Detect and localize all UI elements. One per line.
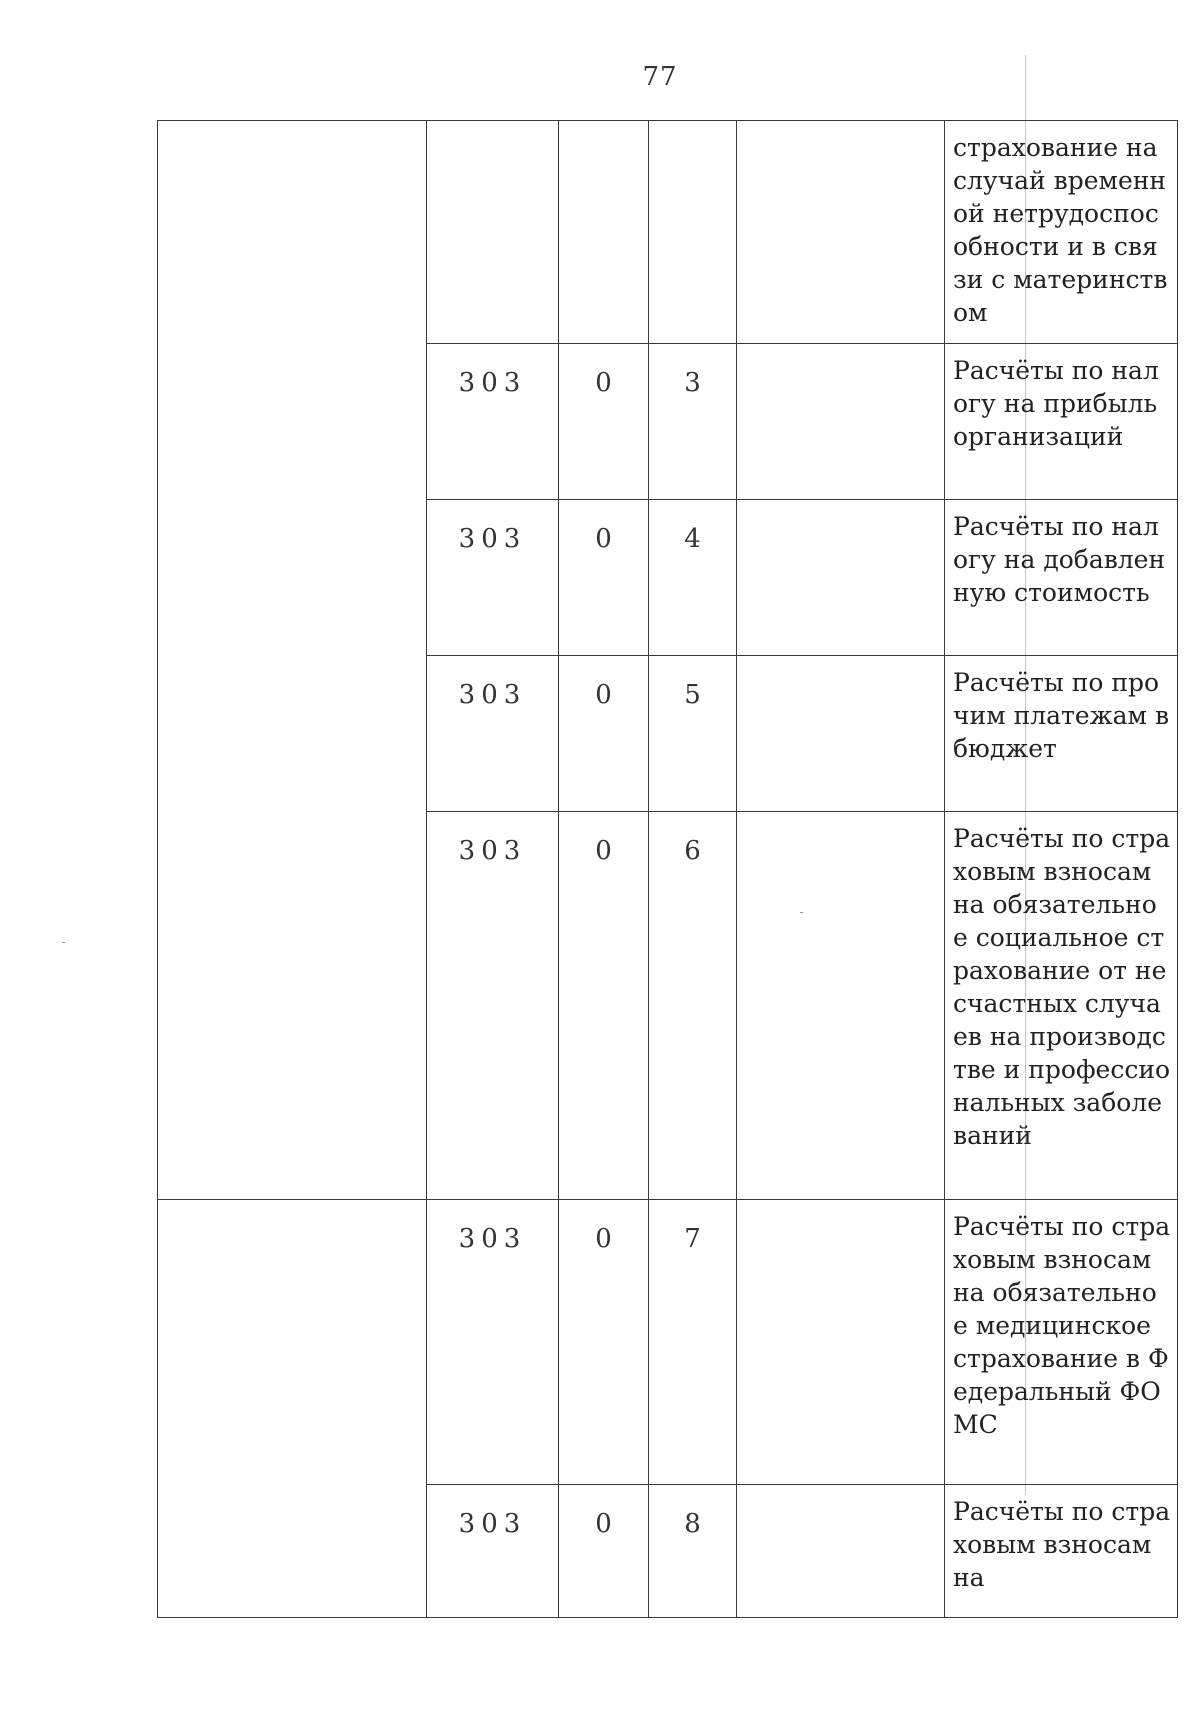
description-cell: страхование на случай временной нетрудоспособности и в связи с материнством: [945, 121, 1178, 344]
accounts-table: [157, 120, 1178, 1618]
sub1-cell: 0: [559, 500, 649, 656]
description-cell: Расчёты по страховым взносам на обязательное медицинское страхование в Федеральный ФОМС: [945, 1200, 1178, 1485]
sub2-cell: [649, 121, 737, 344]
empty-cell: [737, 121, 945, 344]
sub1-cell: 0: [559, 656, 649, 812]
sub1-cell: 0: [559, 344, 649, 500]
account-cell: 303: [427, 500, 559, 656]
sub1-cell: 0: [559, 812, 649, 1200]
empty-cell: [737, 812, 945, 1200]
account-cell: 303: [427, 1200, 559, 1485]
sub2-cell: 4: [649, 500, 737, 656]
sub1-cell: 0: [559, 1485, 649, 1618]
empty-cell: [737, 344, 945, 500]
description-cell: Расчёты по налогу на добавленную стоимость: [945, 500, 1178, 656]
description-cell: Расчёты по страховым взносам на: [945, 1485, 1178, 1618]
description-cell: Расчёты по налогу на прибыль организаций: [945, 344, 1178, 500]
account-cell: 303: [427, 812, 559, 1200]
table-row: [158, 121, 1178, 344]
account-cell: [427, 121, 559, 344]
description-cell: Расчёты по прочим платежам в бюджет: [945, 656, 1178, 812]
empty-cell: [737, 500, 945, 656]
sub2-cell: 5: [649, 656, 737, 812]
page-number: 77: [642, 62, 678, 92]
sub2-cell: 6: [649, 812, 737, 1200]
scan-speck: [62, 942, 65, 943]
empty-cell: [737, 1485, 945, 1618]
empty-cell: [737, 656, 945, 812]
left-merged-cell: [158, 1200, 427, 1618]
sub2-cell: 3: [649, 344, 737, 500]
table-row: [158, 1200, 1178, 1485]
sub1-cell: [559, 121, 649, 344]
empty-cell: [737, 1200, 945, 1485]
sub2-cell: 7: [649, 1200, 737, 1485]
account-cell: 303: [427, 344, 559, 500]
left-merged-cell: [158, 121, 427, 1200]
sub1-cell: 0: [559, 1200, 649, 1485]
sub2-cell: 8: [649, 1485, 737, 1618]
account-cell: 303: [427, 1485, 559, 1618]
account-cell: 303: [427, 656, 559, 812]
description-cell: Расчёты по страховым взносам на обязательное социальное страхование от несчастных случаев на производстве и профессиональных заболеваний: [945, 812, 1178, 1200]
